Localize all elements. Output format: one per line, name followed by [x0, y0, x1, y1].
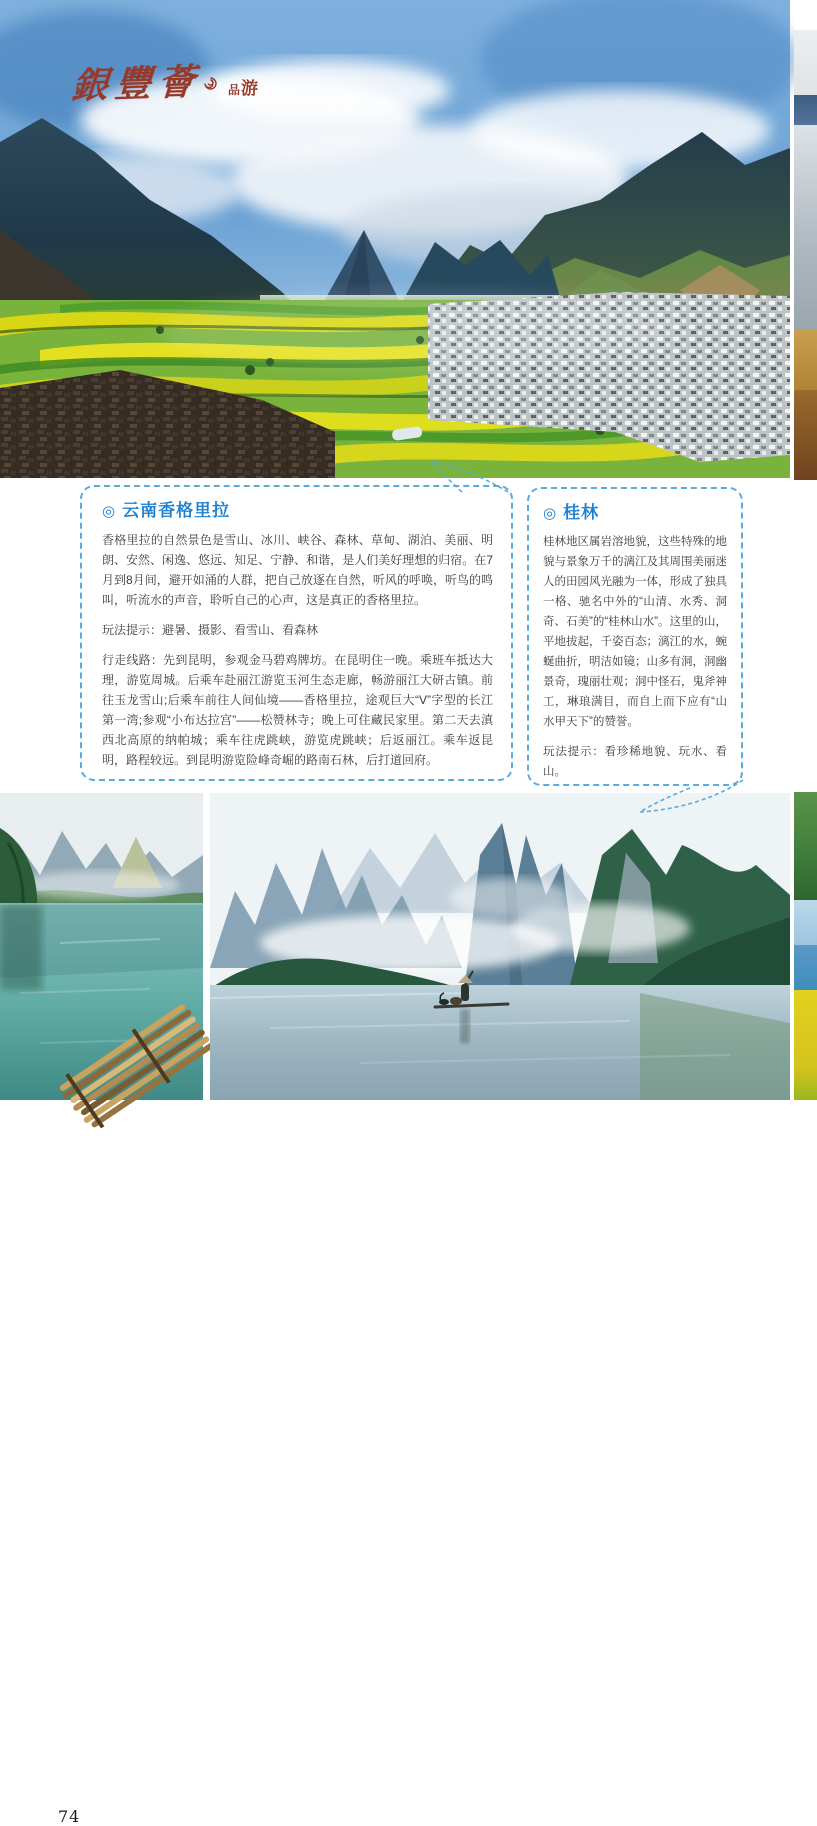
shangrila-valley-photo	[0, 0, 790, 478]
swirl-icon	[203, 76, 218, 96]
guilin-title	[543, 501, 727, 526]
edge-seg-sky-band	[794, 900, 817, 945]
brand-calligraphy-text: 銀豐薈	[70, 60, 203, 108]
edge-seg-white-middle	[794, 480, 817, 792]
shangrila-tips: 玩法提示：避暑、摄影、看雪山、看森林	[102, 623, 319, 637]
raft-photo-illustration	[0, 793, 203, 1100]
shangrila-text-bubble	[80, 485, 513, 781]
edge-seg-cloud	[794, 30, 817, 95]
fisherman-photo-illustration	[210, 793, 790, 1100]
guilin-text-bubble	[527, 487, 743, 786]
magazine-logo	[70, 60, 259, 108]
guilin-title-text: 桂林	[563, 503, 600, 522]
liriver-fisherman-photo	[210, 793, 790, 1100]
guilin-tips: 玩法提示：看珍稀地貌、玩水、看山。	[543, 746, 727, 778]
edge-seg-golden-rock	[794, 330, 817, 390]
page-number: 74	[58, 1807, 81, 1826]
liriver-raft-photo	[0, 793, 203, 1826]
tagline-char-small: 品	[228, 83, 241, 97]
tagline-char-large: 游	[241, 79, 259, 98]
guilin-intro-paragraph: 桂林地区属岩溶地貌，这些特殊的地貌与景象万千的漓江及其周围美丽迷人的田园风光融为一体，形成了独具一格、驰名中外的“山清、水秀、洞奇、石美”的“桂林山水”。这里的山，平地拔起，千姿百态；漓江的水，蜿蜒曲折，明洁如镜；山多有洞，洞幽景奇，瑰丽壮观；洞中怪石，鬼斧神工，琳琅满目，而自上而下应有“山水甲天下”的赞誉。	[543, 536, 727, 728]
edge-seg-white-top	[794, 0, 817, 30]
edge-seg-green-trees	[794, 792, 817, 900]
shangrila-route: 行走线路：先到昆明，参观金马碧鸡牌坊。在昆明住一晚。乘班车抵达大理，游览周城。后乘车赴丽江游览玉河生态走廊，畅游丽江大研古镇。前往玉龙雪山;后乘车前往人间仙境——香格里拉，途观巨大“V”字型的长江第一湾;参观“小布达拉宫”——松赞林寺；晚上可住藏民家里。第二天去滇西北高原的纳帕城；乘车往虎跳峡，游览虎跳峡；后返丽江。乘车返昆明，路程较远。到昆明游览险峰奇崛的路南石林，后打道回府。	[102, 653, 493, 767]
bullet-icon: ◎	[102, 503, 117, 520]
edge-seg-yellow-field	[794, 990, 817, 1100]
edge-seg-blue-mountain	[794, 95, 817, 125]
page-edge-strip	[794, 0, 817, 1100]
shangrila-intro-paragraph: 香格里拉的自然景色是雪山、冰川、峡谷、森林、草甸、湖泊、美丽、明朗、安然、闲逸、悠远、知足、宁静、和谐，是人们美好理想的归宿。在7月到8月间，避开如涌的人群，把自己放逐在自然，听风的呼唤，听鸟的鸣叫，听流水的声音，聆听自己的心声，这是真正的香格里拉。	[102, 533, 493, 607]
bubble-tail-to-bottom-photo	[615, 778, 750, 822]
shangrila-title	[102, 499, 493, 524]
edge-seg-blue-band	[794, 945, 817, 990]
shangrila-title-text: 云南香格里拉	[122, 501, 231, 520]
bullet-icon: ◎	[543, 505, 558, 522]
edge-seg-brown-rock	[794, 390, 817, 480]
bubble-tail-to-main-photo	[415, 452, 520, 494]
edge-seg-mist	[794, 125, 817, 330]
